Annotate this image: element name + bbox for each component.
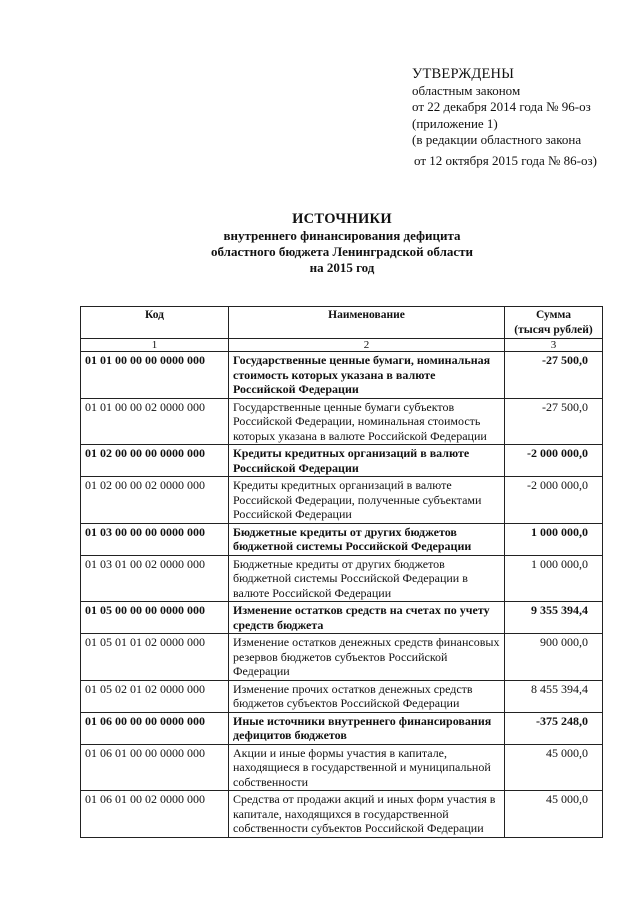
row-name: Бюджетные кредиты от других бюджетов бюджетной системы Российской Федерации [229, 523, 505, 555]
heading-line: внутреннего финансирования дефицита [223, 228, 461, 243]
approval-block [412, 66, 597, 169]
row-name: Изменение остатков денежных средств финансовых резервов бюджетов субъектов Российской Федерации [229, 634, 505, 681]
table-row [81, 634, 603, 681]
row-name: Государственные ценные бумаги, номинальная стоимость которых указана в валюте Российской Федерации [229, 352, 505, 399]
row-name: Изменение прочих остатков денежных средств бюджетов субъектов Российской Федерации [229, 680, 505, 712]
table-row [81, 352, 603, 399]
table-header-row [81, 307, 603, 339]
row-code: 01 02 00 00 00 0000 000 [81, 445, 229, 477]
row-name: Кредиты кредитных организаций в валюте Российской Федерации, полученные субъектами Российской Федерации [229, 477, 505, 524]
approval-line: от 22 декабря 2014 года № 96-оз [412, 99, 591, 114]
header-name: Наименование [229, 307, 505, 339]
heading-line: областного бюджета Ленинградской области [210, 244, 474, 259]
row-sum: 8 455 394,4 [505, 680, 603, 712]
row-code: 01 06 00 00 00 0000 000 [81, 712, 229, 744]
column-number-row [81, 339, 603, 352]
row-code: 01 01 00 00 02 0000 000 [81, 398, 229, 445]
table-body [81, 352, 603, 838]
row-code: 01 05 00 00 00 0000 000 [81, 602, 229, 634]
row-name: Кредиты кредитных организаций в валюте Российской Федерации [229, 445, 505, 477]
row-code: 01 05 02 01 02 0000 000 [81, 680, 229, 712]
row-name: Государственные ценные бумаги субъектов Российской Федерации, номинальная стоимость которых указана в валюте Российской Федерации [229, 398, 505, 445]
table-row [81, 555, 603, 602]
table-row [81, 712, 603, 744]
row-code: 01 02 00 00 02 0000 000 [81, 477, 229, 524]
approval-line: областным законом [412, 82, 521, 98]
row-sum: 1 000 000,0 [505, 523, 603, 555]
approval-line: от 12 октября 2015 года № 86-оз) [414, 152, 597, 168]
row-sum: 45 000,0 [505, 791, 603, 838]
table-row [81, 602, 603, 634]
row-sum: 900 000,0 [505, 634, 603, 681]
heading-line: на 2015 год [309, 260, 375, 275]
row-sum: -2 000 000,0 [505, 445, 603, 477]
column-number: 1 [81, 339, 229, 352]
row-sum: 45 000,0 [505, 744, 603, 791]
table-row [81, 680, 603, 712]
header-code: Код [81, 307, 229, 339]
row-name: Акции и иные формы участия в капитале, находящиеся в государственной и муниципальной собственности [229, 744, 505, 791]
column-number: 3 [505, 339, 603, 352]
row-sum: 9 355 394,4 [505, 602, 603, 634]
row-code: 01 01 00 00 00 0000 000 [81, 352, 229, 399]
heading-title: ИСТОЧНИКИ [292, 211, 392, 227]
row-code: 01 03 01 00 02 0000 000 [81, 555, 229, 602]
row-sum: -375 248,0 [505, 712, 603, 744]
table-row [81, 523, 603, 555]
row-code: 01 05 01 01 02 0000 000 [81, 634, 229, 681]
row-sum: -27 500,0 [505, 398, 603, 445]
row-code: 01 03 00 00 00 0000 000 [81, 523, 229, 555]
row-name: Средства от продажи акций и иных форм участия в капитале, находящихся в государственной собственности субъектов Российской Федерации [229, 791, 505, 838]
approval-line: (в редакции областного закона [412, 132, 582, 147]
table-row [81, 477, 603, 524]
approval-line: (приложение 1) [412, 115, 498, 131]
header-sum-line: Сумма [536, 309, 571, 321]
table-row [81, 445, 603, 477]
row-sum: -2 000 000,0 [505, 477, 603, 524]
row-name: Бюджетные кредиты от других бюджетов бюджетной системы Российской Федерации в валюте Российской Федерации [229, 555, 505, 602]
header-sum-unit: (тысяч рублей) [514, 323, 593, 336]
row-sum: -27 500,0 [505, 352, 603, 399]
row-sum: 1 000 000,0 [505, 555, 603, 602]
row-name: Иные источники внутреннего финансирования дефицитов бюджетов [229, 712, 505, 744]
header-sum [505, 307, 603, 339]
table-row [81, 744, 603, 791]
document-heading [150, 211, 534, 276]
row-code: 01 06 01 00 02 0000 000 [81, 791, 229, 838]
table-row [81, 398, 603, 445]
row-code: 01 06 01 00 00 0000 000 [81, 744, 229, 791]
table-row [81, 791, 603, 838]
sources-table [80, 306, 603, 838]
column-number: 2 [229, 339, 505, 352]
row-name: Изменение остатков средств на счетах по учету средств бюджета [229, 602, 505, 634]
approval-title: УТВЕРЖДЕНЫ [412, 66, 515, 82]
